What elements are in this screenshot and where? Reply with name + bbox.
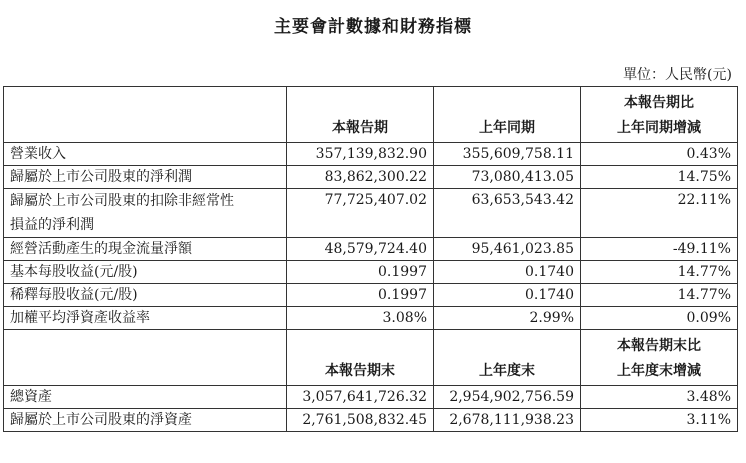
header-change-line1: 本報告期末比 bbox=[617, 338, 701, 354]
currency-unit: 單位：人民幣(元) bbox=[623, 67, 732, 83]
row-label: 營業收入 bbox=[4, 143, 287, 166]
prior-value: 2,678,111,938.23 bbox=[434, 409, 581, 432]
header-blank bbox=[4, 330, 287, 386]
current-value: 77,725,407.02 bbox=[287, 189, 434, 238]
row-label-line2: 損益的淨利潤 bbox=[10, 217, 94, 233]
header-change bbox=[581, 87, 738, 143]
header-prior-year-end: 上年度末 bbox=[434, 330, 581, 386]
change-value: 14.77% bbox=[581, 284, 738, 307]
financial-table bbox=[3, 86, 738, 432]
change-value: 0.09% bbox=[581, 307, 738, 330]
header-blank bbox=[4, 87, 287, 143]
prior-value: 2.99% bbox=[434, 307, 581, 330]
change-value: 3.11% bbox=[581, 409, 738, 432]
current-value: 48,579,724.40 bbox=[287, 238, 434, 261]
prior-value: 0.1740 bbox=[434, 284, 581, 307]
header-change-line2: 上年同期增減 bbox=[617, 120, 701, 136]
table-row bbox=[4, 238, 738, 261]
header-change bbox=[581, 330, 738, 386]
change-value: 22.11% bbox=[581, 189, 738, 238]
table-row bbox=[4, 409, 738, 432]
header-prior-period: 上年同期 bbox=[434, 87, 581, 143]
change-value: 14.75% bbox=[581, 166, 738, 189]
row-label: 歸屬於上市公司股東的淨利潤 bbox=[4, 166, 287, 189]
header-period-end: 本報告期末 bbox=[287, 330, 434, 386]
current-value: 3,057,641,726.32 bbox=[287, 386, 434, 409]
row-label: 基本每股收益(元/股) bbox=[4, 261, 287, 284]
prior-value: 95,461,023.85 bbox=[434, 238, 581, 261]
change-value: 14.77% bbox=[581, 261, 738, 284]
table-row bbox=[4, 143, 738, 166]
prior-value: 63,653,543.42 bbox=[434, 189, 581, 238]
prior-value: 73,080,413.05 bbox=[434, 166, 581, 189]
table-row bbox=[4, 307, 738, 330]
table2-header-row bbox=[4, 330, 738, 386]
current-value: 2,761,508,832.45 bbox=[287, 409, 434, 432]
header-change-line2: 上年度末增減 bbox=[617, 363, 701, 379]
prior-value: 2,954,902,756.59 bbox=[434, 386, 581, 409]
header-current-period: 本報告期 bbox=[287, 87, 434, 143]
table-row bbox=[4, 166, 738, 189]
current-value: 83,862,300.22 bbox=[287, 166, 434, 189]
table1-header-row bbox=[4, 87, 738, 143]
row-label bbox=[4, 189, 287, 238]
table-row bbox=[4, 189, 738, 238]
current-value: 3.08% bbox=[287, 307, 434, 330]
row-label: 總資產 bbox=[4, 386, 287, 409]
current-value: 357,139,832.90 bbox=[287, 143, 434, 166]
header-change-line1: 本報告期比 bbox=[624, 95, 694, 111]
row-label: 加權平均淨資產收益率 bbox=[4, 307, 287, 330]
change-value: 3.48% bbox=[581, 386, 738, 409]
current-value: 0.1997 bbox=[287, 261, 434, 284]
change-value: 0.43% bbox=[581, 143, 738, 166]
change-value: -49.11% bbox=[581, 238, 738, 261]
table-row bbox=[4, 261, 738, 284]
current-value: 0.1997 bbox=[287, 284, 434, 307]
row-label-line1: 歸屬於上市公司股東的扣除非經常性 bbox=[10, 193, 234, 209]
prior-value: 0.1740 bbox=[434, 261, 581, 284]
row-label: 稀釋每股收益(元/股) bbox=[4, 284, 287, 307]
row-label: 歸屬於上市公司股東的淨資產 bbox=[4, 409, 287, 432]
table-row bbox=[4, 284, 738, 307]
row-label: 經營活動產生的現金流量淨額 bbox=[4, 238, 287, 261]
page-title: 主要會計數據和財務指標 bbox=[274, 17, 472, 37]
prior-value: 355,609,758.11 bbox=[434, 143, 581, 166]
table-row bbox=[4, 386, 738, 409]
